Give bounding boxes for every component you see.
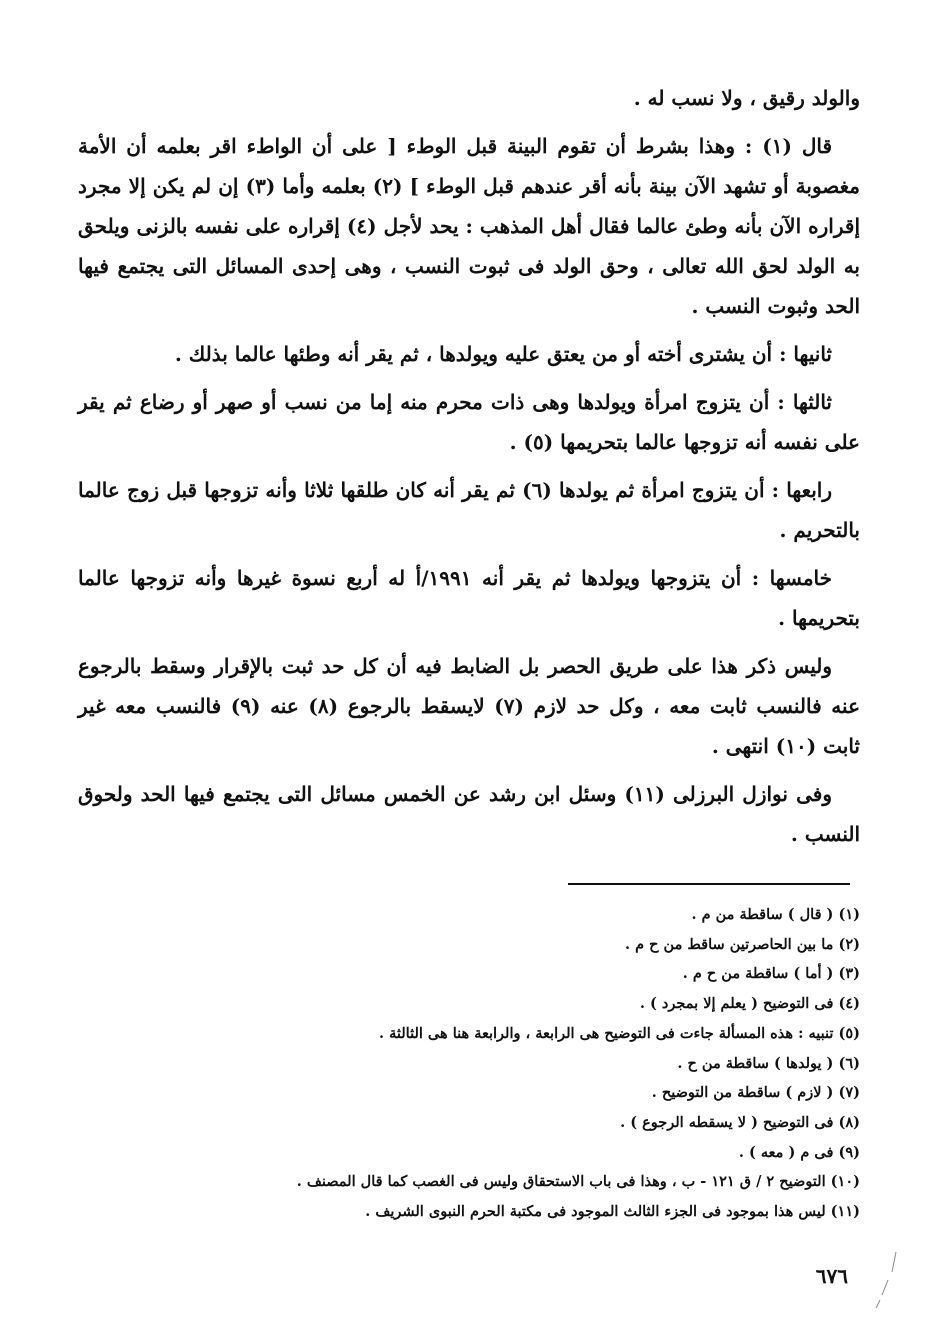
- paragraph-rule: وليس ذكر هذا على طريق الحصر بل الضابط فيه أن كل حد ثبت بالإقرار وسقط بالرجوع عنه فالنسب ثابت معه ، وكل حد لازم (٧) لايسقط بالرجوع (٨) عنه (٩) فالنسب معه غير ثابت (١٠) انتهى .: [78, 654, 860, 758]
- paragraph-fifth-case: خامسها : أن يتزوجها ويولدها ثم يقر أنه ١٩٩١/أ له أربع نسوة غيرها وأنه تزوجها عالما بتحريمها .: [78, 566, 860, 630]
- footnote: (٢) ما بين الحاصرتين ساقط من ح م .: [625, 935, 860, 953]
- footnote: (٤) فى التوضيح ( يعلم إلا بمجرد ) .: [639, 995, 860, 1013]
- footnote: (٩) فى م ( معه ) .: [738, 1143, 860, 1161]
- footnote: (١٠) التوضيح ٢ / ق ١٢١ - ب ، وهذا فى باب الاستحقاق وليس فى الغصب كما قال المصنف .: [296, 1173, 860, 1191]
- footnote: (٥) تنبيه : هذه المسألة جاءت فى التوضيح هى الرابعة ، والرابعة هنا هى الثالثة .: [378, 1024, 860, 1042]
- paragraph-third-case: ثالثها : أن يتزوج امرأة ويولدها وهى ذات محرم منه إما من نسب أو صهر أو رضاع ثم يقر على نفسه أنه تزوجها عالما بتحريمها (٥) .: [78, 390, 860, 454]
- paragraph-burzuli: وفى نوازل البرزلى (١١) وسئل ابن رشد عن الخمس مسائل التى يجتمع فيها الحد ولحوق النسب .: [78, 782, 860, 846]
- footnote: (٨) فى التوضيح ( لا يسقطه الرجوع ) .: [620, 1113, 860, 1131]
- footnote: (٣) ( أما ) ساقطة من ح م .: [682, 965, 860, 983]
- paragraph-qala: قال (١) : وهذا بشرط أن تقوم البينة قبل الوطء [ على أن الواطء اقر بعلمه أن الأمة مغصوبة أو تشهد الآن بينة بأنه أقر عندهم قبل الوطء ] (٢) بعلمه وأما (٣) إن لم يكن إلا مجرد إقراره الآن بأنه وطئ عالما فقال أهل المذهب : يحد لأجل (٤) إقراره على نفسه بالزنى ويلحق به الولد لحق الله تعالى ، وحق الولد فى ثبوت النسب ، وهى إحدى المسائل التى يجتمع فيها الحد وثبوت النسب .: [78, 134, 860, 318]
- footnote-divider: [568, 883, 850, 885]
- footnotes: [150, 900, 860, 1227]
- paragraph-fourth-case: رابعها : أن يتزوج امرأة ثم يولدها (٦) ثم يقر أنه كان طلقها ثلاثا وأنه تزوجها قبل زوج عالما بالتحريم .: [78, 478, 860, 542]
- main-text: [78, 78, 860, 862]
- footnote: (١) ( قال ) ساقطة من م .: [691, 906, 860, 923]
- footnote: (١١) ليس هذا بموجود فى الجزء الثالث الموجود فى مكتبة الحرم النبوى الشريف .: [365, 1203, 860, 1221]
- footnote: (٦) ( يولدها ) ساقطة من ح .: [677, 1054, 860, 1072]
- page-number: ٦٧٦: [815, 1264, 848, 1288]
- margin-pencil-mark: [870, 1250, 900, 1310]
- footnote: (٧) ( لازم ) ساقطة من التوضيح .: [651, 1084, 860, 1102]
- paragraph-opening: والولد رقيق ، ولا نسب له .: [633, 86, 860, 110]
- paragraph-second-case: ثانيها : أن يشترى أخته أو من يعتق عليه ويولدها ، ثم يقر أنه وطئها عالما بذلك .: [174, 342, 832, 366]
